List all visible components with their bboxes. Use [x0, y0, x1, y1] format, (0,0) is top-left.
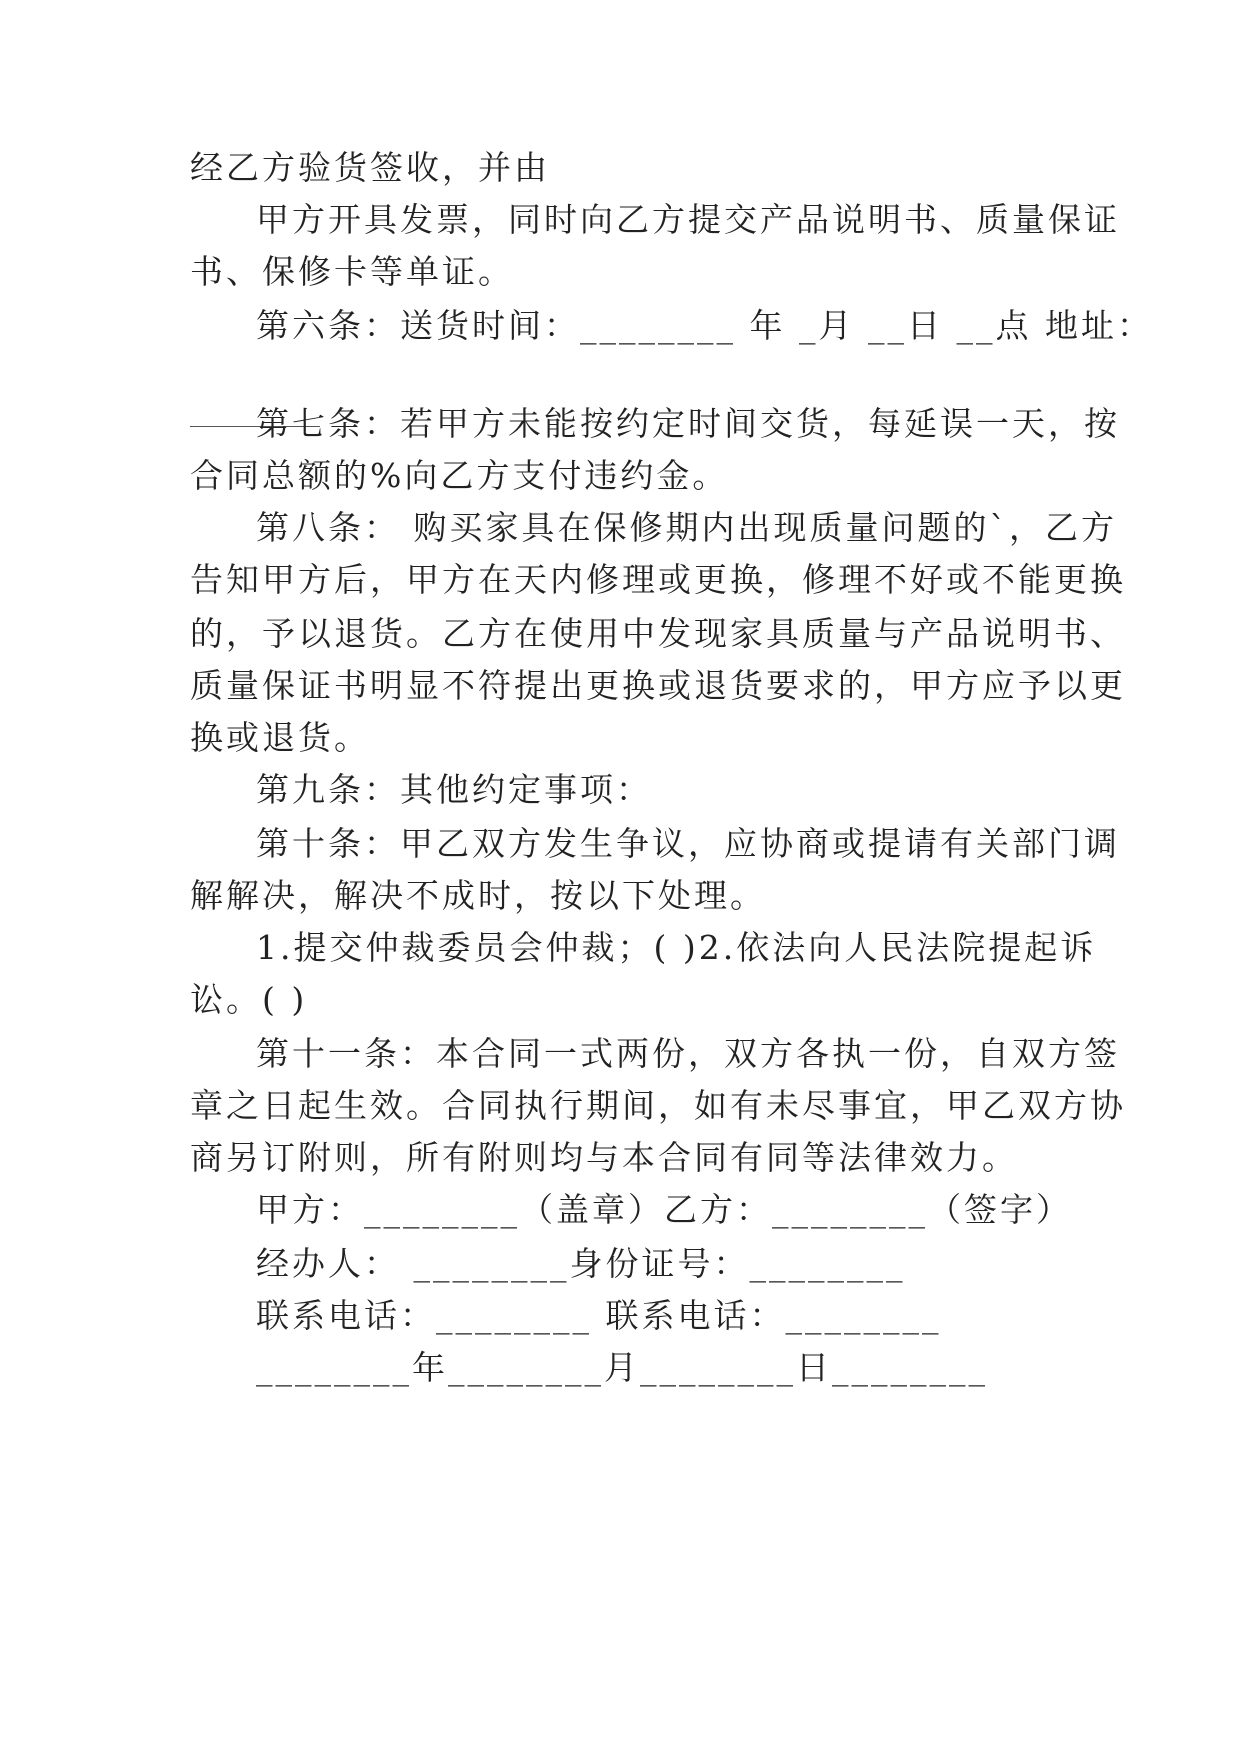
text-line: 换或退货。	[190, 718, 370, 757]
clause-9-line: 第九条：其他约定事项：	[256, 770, 652, 809]
clause-8-line: 第八条： 购买家具在保修期内出现质量问题的`，乙方	[256, 508, 1117, 547]
text-line: 商另订附则，所有附则均与本合同有同等法律效力。	[190, 1138, 1018, 1177]
contact-phone-line: 联系电话：________ 联系电话：________	[256, 1296, 942, 1335]
text-line: 书、保修卡等单证。	[190, 252, 514, 291]
option-line: 1.提交仲裁委员会仲裁；( )2.依法向人民法院提起诉	[256, 928, 1097, 967]
clause-11-line: 第十一条：本合同一式两份，双方各执一份，自双方签	[256, 1034, 1120, 1073]
text-line: 告知甲方后，甲方在天内修理或更换，修理不好或不能更换	[190, 560, 1126, 599]
text-line: 解解决，解决不成时，按以下处理。	[190, 876, 766, 915]
clause-7-line: 第七条：若甲方未能按约定时间交货，每延误一天，按	[256, 404, 1120, 443]
text-line: 甲方开具发票，同时向乙方提交产品说明书、质量保证	[256, 200, 1120, 239]
party-signature-line: 甲方：________（盖章）乙方：________（签字）	[256, 1190, 1072, 1229]
text-line: 合同总额的%向乙方支付违约金。	[190, 456, 729, 495]
text-line: 经乙方验货签收，并由	[190, 148, 550, 187]
text-line: 质量保证书明显不符提出更换或退货要求的，甲方应予以更	[190, 666, 1126, 705]
text-line: 的，予以退货。乙方在使用中发现家具质量与产品说明书、	[190, 614, 1126, 653]
date-line: ________年________月________日________	[256, 1348, 988, 1387]
text-line: 讼。( )	[190, 980, 308, 1019]
agent-id-line: 经办人： ________身份证号：________	[256, 1244, 906, 1283]
clause-6-line: 第六条：送货时间：________ 年 _月 __日 __点 地址：	[256, 306, 1153, 345]
clause-10-line: 第十条：甲乙双方发生争议，应协商或提请有关部门调	[256, 824, 1120, 863]
text-line: 章之日起生效。合同执行期间，如有未尽事宜，甲乙双方协	[190, 1086, 1126, 1125]
